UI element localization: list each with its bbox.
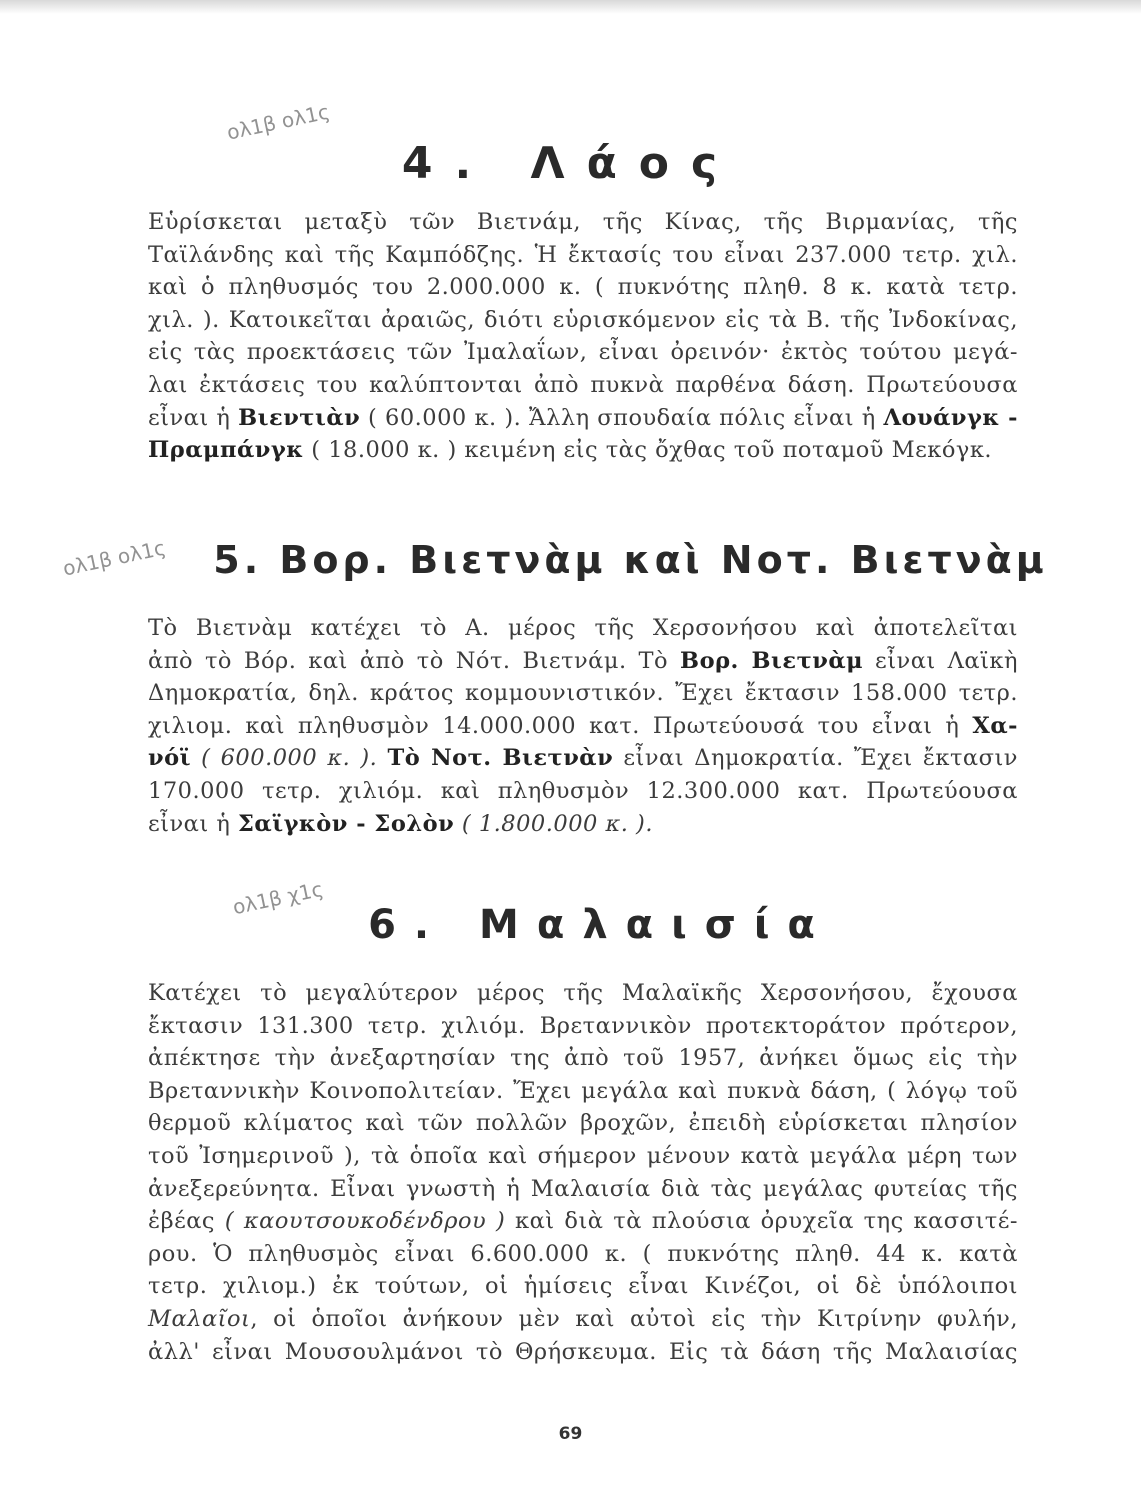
text-line: ἀπέκτησε τὴν ἀνεξαρτησίαν της ἀπὸ τοῦ 1957, ἀνήκει ὅμως εἰς τὴν: [148, 1045, 1018, 1072]
text-line: Τὸ Βιετνὰμ κατέχει τὸ Α. μέρος τῆς Χερσονήσου καὶ ἀποτελεῖται: [148, 615, 1018, 641]
text-line: Μαλαῖοι, οἱ ὁποῖοι ἀνήκουν μὲν καὶ αὐτοὶ εἰς τὴν Κιτρίνην φυλήν,: [148, 1305, 1018, 1332]
text-line: ἐβέας ( καουτσουκοδένδρου ) καὶ διὰ τὰ πλούσια ὀρυχεῖα της κασσιτέ-: [148, 1208, 1018, 1235]
section-heading-vietnam: 5. Βορ. Βιετνὰμ καὶ Νοτ. Βιετνὰμ: [213, 538, 1048, 582]
paragraph-laos: [148, 206, 1018, 467]
text-line: τοῦ Ἰσημερινοῦ ), τὰ ὁποῖα καὶ σήμερον μένουν κατὰ μεγάλα μέρη των: [148, 1142, 1018, 1169]
place-name: Σαϊγκὸν - Σολὸν: [237, 810, 455, 837]
text-line: εἶναι ἡ Σαϊγκὸν - Σολὸν ( 1.800.000 κ. ).: [148, 810, 653, 837]
text-line: εἶναι ἡ Βιεντιὰν ( 60.000 κ. ). Ἄλλη σπουδαία πόλις εἶναι ἡ Λουάνγκ -: [148, 404, 1018, 431]
text-line: εἰς τὰς προεκτάσεις τῶν Ἰμαλαΐων, εἶναι ὀρεινόν· ἐκτὸς τούτου μεγά-: [148, 339, 1018, 366]
handwritten-note: ολ1β ολ1ς: [224, 99, 332, 145]
text-line: καὶ ὁ πληθυσμός του 2.000.000 κ. ( πυκνότης πληθ. 8 κ. κατὰ τετρ.: [148, 274, 1018, 301]
place-name: Χα-: [972, 712, 1018, 739]
scan-edge-shadow: [0, 0, 1141, 14]
place-name: Πραμπάνγκ: [148, 437, 304, 464]
text-line: 170.000 τετρ. χιλιόμ. καὶ πληθυσμὸν 12.300.000 κατ. Πρωτεύουσα: [148, 777, 1018, 804]
text-line: λαι ἐκτάσεις του καλύπτονται ἀπὸ πυκνὰ παρθένα δάση. Πρωτεύουσα: [148, 371, 1018, 398]
text-line: ἔκτασιν 131.300 τετρ. χιλιόμ. Βρεταννικὸν προτεκτοράτον πρότερον,: [148, 1012, 1018, 1039]
handwritten-note: ολ1β ολ1ς: [60, 535, 168, 581]
text-line: ἀνεξερεύνητα. Εἶναι γνωστὴ ἡ Μαλαισία διὰ τὰς μεγάλας φυτείας τῆς: [148, 1175, 1018, 1202]
text-line: χιλιομ. καὶ πληθυσμὸν 14.000.000 κατ. Πρωτεύουσά του εἶναι ἡ Χα-: [148, 712, 1018, 739]
text-line: Δημοκρατία, δηλ. κράτος κομμουνιστικόν. Ἔχει ἔκτασιν 158.000 τετρ.: [148, 680, 1018, 707]
section-heading-malaysia: 6. Μαλαισία: [368, 902, 833, 948]
page-number: 69: [558, 1424, 583, 1444]
paragraph-malaysia: [148, 977, 1018, 1368]
text-line: ἀλλ' εἶναι Μουσουλμάνοι τὸ Θρήσκευμα. Εἰς τὰ δάση τῆς Μαλαισίας: [148, 1338, 1018, 1365]
place-name: Βιεντιὰν: [238, 404, 361, 431]
paragraph-vietnam: [148, 612, 1018, 840]
text-line: Πραμπάνγκ ( 18.000 κ. ) κειμένη εἰς τὰς ὄχθας τοῦ ποταμοῦ Μεκόγκ.: [148, 437, 993, 464]
text-line: Βρεταννικὴν Κοινοπολιτείαν. Ἔχει μεγάλα καὶ πυκνὰ δάση, ( λόγῳ τοῦ: [148, 1077, 1018, 1104]
text-line: θερμοῦ κλίματος καὶ τῶν πολλῶν βροχῶν, ἐπειδὴ εὑρίσκεται πλησίον: [148, 1110, 1018, 1137]
text-line: ἀπὸ τὸ Βόρ. καὶ ἀπὸ τὸ Νότ. Βιετνάμ. Τὸ Βορ. Βιετνὰμ εἶναι Λαϊκὴ: [148, 647, 1018, 674]
place-name: Βορ. Βιετνὰμ: [680, 647, 864, 674]
text-line: ρου. Ὁ πληθυσμὸς εἶναι 6.600.000 κ. ( πυκνότης πληθ. 44 κ. κατὰ: [148, 1240, 1018, 1267]
text-line: τετρ. χιλιομ.) ἐκ τούτων, οἱ ἡμίσεις εἶναι Κινέζοι, οἱ δὲ ὑπόλοιποι: [148, 1273, 1018, 1300]
place-name: Τὸ Νοτ. Βιετνὰν: [387, 745, 614, 772]
text-line: χιλ. ). Κατοικεῖται ἀραιῶς, διότι εὑρισκόμενον εἰς τὰ Β. τῆς Ἰνδοκίνας,: [148, 306, 1018, 333]
text-line: Ταϊλάνδης καὶ τῆς Καμπόδζης. Ἡ ἔκτασίς του εἶναι 237.000 τετρ. χιλ.: [148, 241, 1018, 268]
text-line: νόϊ ( 600.000 κ. ). Τὸ Νοτ. Βιετνὰν εἶναι Δημοκρατία. Ἔχει ἔκτασιν: [148, 745, 1018, 772]
text-line: Εὑρίσκεται μεταξὺ τῶν Βιετνάμ, τῆς Κίνας, τῆς Βιρμανίας, τῆς: [148, 209, 1018, 235]
place-name: νόϊ: [148, 745, 192, 772]
text-line: Κατέχει τὸ μεγαλύτερον μέρος τῆς Μαλαϊκῆς Χερσονήσου, ἔχουσα: [148, 980, 1018, 1006]
section-heading-laos: 4. Λάος: [401, 138, 740, 189]
place-name: Λουάνγκ -: [883, 404, 1018, 431]
handwritten-note: ολ1β χ1ς: [230, 876, 326, 920]
